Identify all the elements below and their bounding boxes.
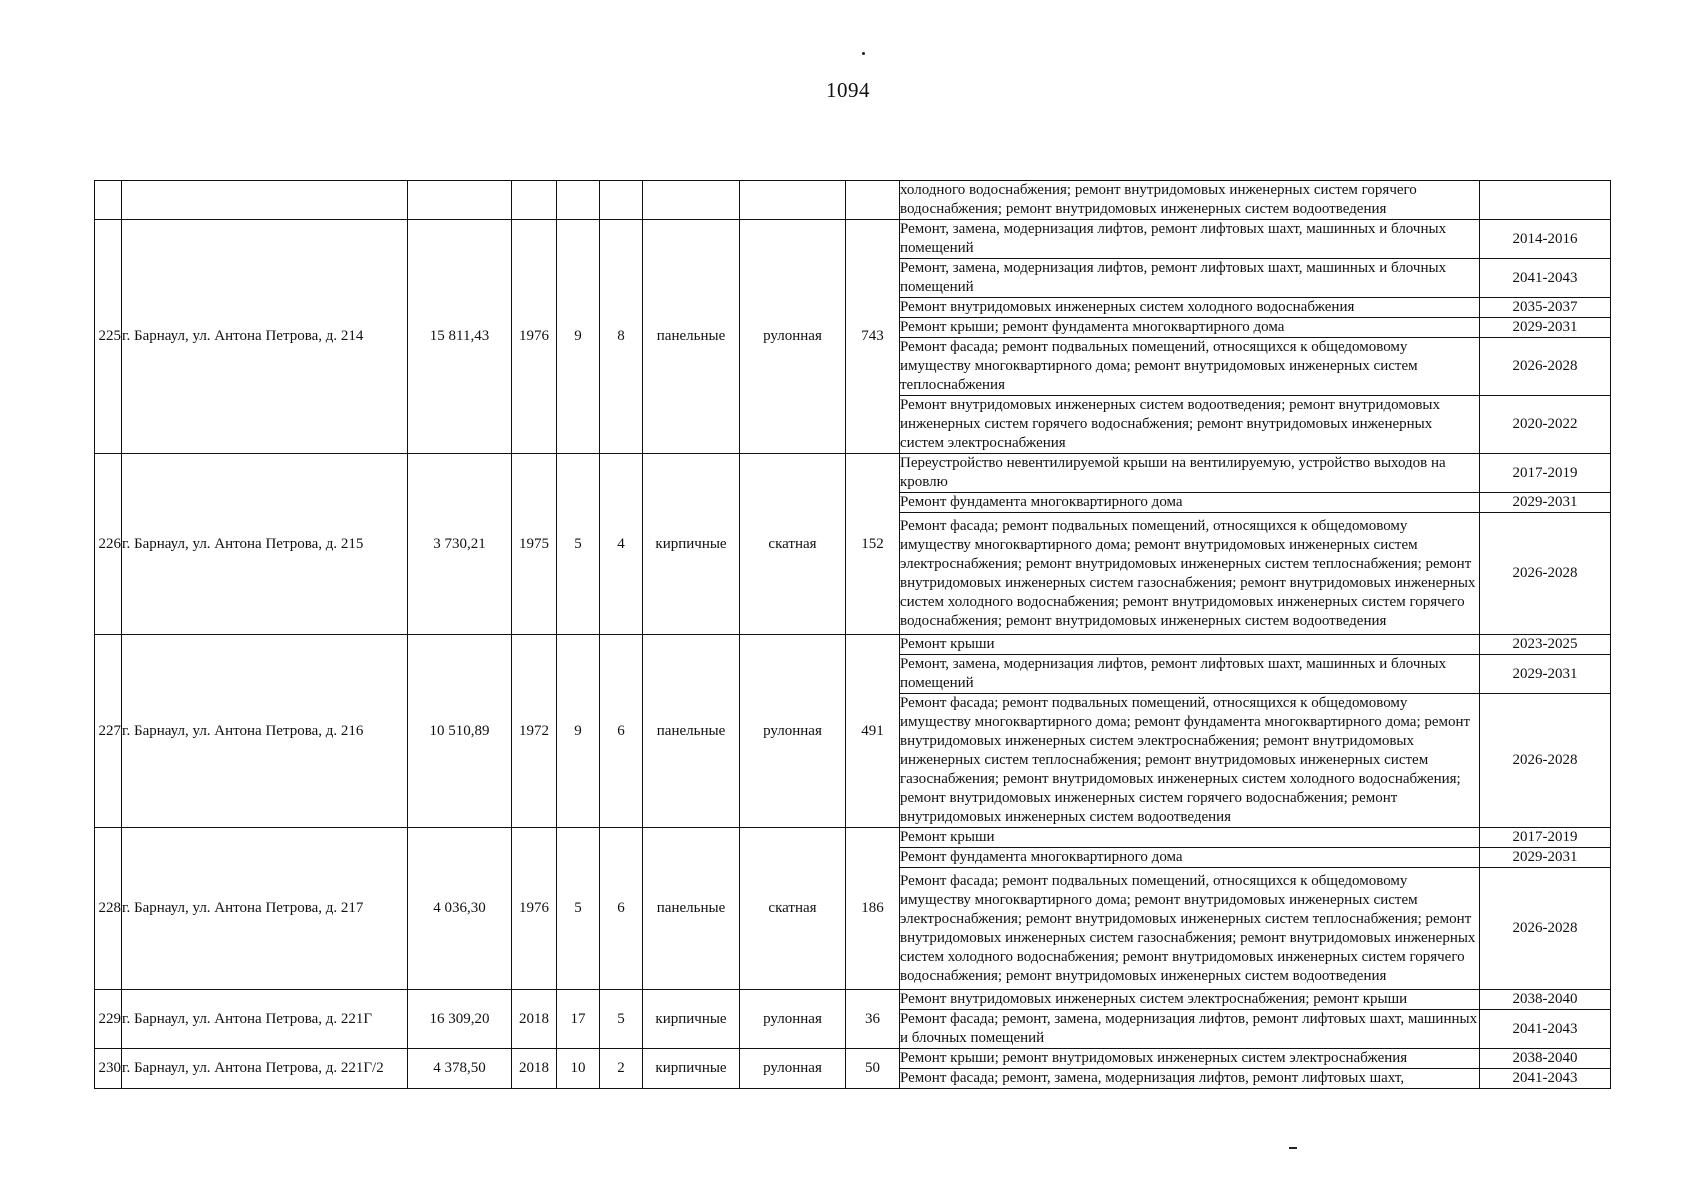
scan-dash-mark: [1289, 1147, 1297, 1149]
build-year: 1975: [512, 454, 557, 635]
floor-count: 17: [557, 990, 600, 1049]
floor-count: 9: [557, 635, 600, 828]
work-period: 2026-2028: [1480, 513, 1611, 635]
build-year: 1976: [512, 220, 557, 454]
cell-empty: [122, 181, 408, 220]
cell-empty: [643, 181, 740, 220]
wall-material: кирпичные: [643, 454, 740, 635]
floor-count: 5: [557, 828, 600, 990]
cell-empty: [846, 181, 900, 220]
work-description: Ремонт крыши; ремонт фундамента многоквартирного дома: [900, 318, 1480, 338]
work-period: 2026-2028: [1480, 338, 1611, 396]
work-period: 2026-2028: [1480, 868, 1611, 990]
table-row: [95, 828, 1611, 848]
building-address: г. Барнаул, ул. Антона Петрова, д. 217: [122, 828, 408, 990]
work-description: Ремонт внутридомовых инженерных систем водоотведения; ремонт внутридомовых инженерных систем горячего водоснабжения; ремонт внутридомовых инженерных систем электроснабжения: [900, 396, 1480, 454]
work-period: 2041-2043: [1480, 1010, 1611, 1049]
cell-empty: [408, 181, 512, 220]
work-description: Ремонт фундамента многоквартирного дома: [900, 848, 1480, 868]
roof-type: рулонная: [740, 635, 846, 828]
entrance-count: 2: [600, 1049, 643, 1089]
entrance-count: 6: [600, 635, 643, 828]
entrance-count: 4: [600, 454, 643, 635]
resident-count: 743: [846, 220, 900, 454]
work-description: Ремонт фасада; ремонт подвальных помещений, относящихся к общедомовому имуществу многоквартирного дома; ремонт внутридомовых инженерных систем теплоснабжения: [900, 338, 1480, 396]
work-period: 2029-2031: [1480, 493, 1611, 513]
work-period: 2029-2031: [1480, 848, 1611, 868]
building-address: г. Барнаул, ул. Антона Петрова, д. 215: [122, 454, 408, 635]
work-period: 2041-2043: [1480, 259, 1611, 298]
wall-material: кирпичные: [643, 990, 740, 1049]
cell-empty: [600, 181, 643, 220]
table-row: [95, 990, 1611, 1010]
floor-count: 10: [557, 1049, 600, 1089]
work-period: 2041-2043: [1480, 1069, 1611, 1089]
work-period: 2014-2016: [1480, 220, 1611, 259]
roof-type: скатная: [740, 828, 846, 990]
building-area: 4 036,30: [408, 828, 512, 990]
resident-count: 50: [846, 1049, 900, 1089]
work-description: Ремонт крыши: [900, 828, 1480, 848]
building-address: г. Барнаул, ул. Антона Петрова, д. 214: [122, 220, 408, 454]
table-body: [95, 181, 1611, 1089]
work-description: Ремонт фасада; ремонт подвальных помещений, относящихся к общедомовому имуществу многоквартирного дома; ремонт внутридомовых инженерных систем электроснабжения; ремонт внутридомовых инженерных систем теплоснабжения; ремонт внутридомовых инженерных систем газоснабжения; ремонт внутридомовых инженерных систем холодного водоснабжения; ремонт внутридомовых инженерных систем горячего водоснабжения; ремонт внутридомовых инженерных систем водоотведения: [900, 513, 1480, 635]
work-period: 2026-2028: [1480, 694, 1611, 828]
building-number: 227: [95, 635, 122, 828]
cell-empty: [512, 181, 557, 220]
work-description: Ремонт фасада; ремонт подвальных помещений, относящихся к общедомовому имуществу многоквартирного дома; ремонт внутридомовых инженерных систем электроснабжения; ремонт внутридомовых инженерных систем теплоснабжения; ремонт внутридомовых инженерных систем газоснабжения; ремонт внутридомовых инженерных систем холодного водоснабжения; ремонт внутридомовых инженерных систем горячего водоснабжения; ремонт внутридомовых инженерных систем водоотведения: [900, 868, 1480, 990]
building-address: г. Барнаул, ул. Антона Петрова, д. 221Г: [122, 990, 408, 1049]
work-description: Ремонт крыши; ремонт внутридомовых инженерных систем электроснабжения: [900, 1049, 1480, 1069]
building-address: г. Барнаул, ул. Антона Петрова, д. 216: [122, 635, 408, 828]
work-description: Переустройство невентилируемой крыши на вентилируемую, устройство выходов на кровлю: [900, 454, 1480, 493]
work-description: Ремонт, замена, модернизация лифтов, ремонт лифтовых шахт, машинных и блочных помещений: [900, 655, 1480, 694]
building-number: 226: [95, 454, 122, 635]
build-year: 1976: [512, 828, 557, 990]
build-year: 2018: [512, 1049, 557, 1089]
cell-empty: [557, 181, 600, 220]
table-row: [95, 454, 1611, 493]
building-number: 229: [95, 990, 122, 1049]
repair-schedule-table: [94, 180, 1611, 1089]
building-number: 230: [95, 1049, 122, 1089]
entrance-count: 8: [600, 220, 643, 454]
floor-count: 9: [557, 220, 600, 454]
work-period: 2023-2025: [1480, 635, 1611, 655]
work-period: [1480, 181, 1611, 220]
table-row: [95, 220, 1611, 259]
roof-type: рулонная: [740, 990, 846, 1049]
work-period: 2017-2019: [1480, 828, 1611, 848]
work-period: 2035-2037: [1480, 298, 1611, 318]
wall-material: панельные: [643, 635, 740, 828]
page-number: 1094: [826, 78, 870, 102]
work-period: 2038-2040: [1480, 990, 1611, 1010]
building-area: 16 309,20: [408, 990, 512, 1049]
building-number: 228: [95, 828, 122, 990]
continuation-row: [95, 181, 1611, 220]
work-description: Ремонт внутридомовых инженерных систем электроснабжения; ремонт крыши: [900, 990, 1480, 1010]
building-area: 3 730,21: [408, 454, 512, 635]
work-description: Ремонт крыши: [900, 635, 1480, 655]
roof-type: скатная: [740, 454, 846, 635]
table-row: [95, 635, 1611, 655]
scan-dot-mark: [862, 52, 865, 55]
wall-material: панельные: [643, 220, 740, 454]
building-area: 15 811,43: [408, 220, 512, 454]
work-period: 2038-2040: [1480, 1049, 1611, 1069]
build-year: 1972: [512, 635, 557, 828]
table-row: [95, 1049, 1611, 1069]
roof-type: рулонная: [740, 1049, 846, 1089]
work-description: Ремонт фундамента многоквартирного дома: [900, 493, 1480, 513]
cell-empty: [95, 181, 122, 220]
resident-count: 491: [846, 635, 900, 828]
building-area: 4 378,50: [408, 1049, 512, 1089]
work-description: Ремонт фасада; ремонт подвальных помещений, относящихся к общедомовому имуществу многоквартирного дома; ремонт фундамента многоквартирного дома; ремонт внутридомовых инженерных систем электроснабжения; ремонт внутридомовых инженерных систем теплоснабжения; ремонт внутридомовых инженерных систем газоснабжения; ремонт внутридомовых инженерных систем холодного водоснабжения; ремонт внутридомовых инженерных систем горячего водоснабжения; ремонт внутридомовых инженерных систем водоотведения: [900, 694, 1480, 828]
building-number: 225: [95, 220, 122, 454]
work-period: 2029-2031: [1480, 318, 1611, 338]
floor-count: 5: [557, 454, 600, 635]
work-period: 2017-2019: [1480, 454, 1611, 493]
work-description: Ремонт внутридомовых инженерных систем холодного водоснабжения: [900, 298, 1480, 318]
entrance-count: 6: [600, 828, 643, 990]
work-description: Ремонт фасада; ремонт, замена, модернизация лифтов, ремонт лифтовых шахт,: [900, 1069, 1480, 1089]
roof-type: рулонная: [740, 220, 846, 454]
work-description: Ремонт, замена, модернизация лифтов, ремонт лифтовых шахт, машинных и блочных помещений: [900, 220, 1480, 259]
work-description: Ремонт фасада; ремонт, замена, модернизация лифтов, ремонт лифтовых шахт, машинных и блочных помещений: [900, 1010, 1480, 1049]
building-address: г. Барнаул, ул. Антона Петрова, д. 221Г/2: [122, 1049, 408, 1089]
entrance-count: 5: [600, 990, 643, 1049]
resident-count: 36: [846, 990, 900, 1049]
cell-empty: [740, 181, 846, 220]
wall-material: кирпичные: [643, 1049, 740, 1089]
resident-count: 186: [846, 828, 900, 990]
building-area: 10 510,89: [408, 635, 512, 828]
work-period: 2029-2031: [1480, 655, 1611, 694]
work-period: 2020-2022: [1480, 396, 1611, 454]
work-description: Ремонт, замена, модернизация лифтов, ремонт лифтовых шахт, машинных и блочных помещений: [900, 259, 1480, 298]
build-year: 2018: [512, 990, 557, 1049]
wall-material: панельные: [643, 828, 740, 990]
work-description: холодного водоснабжения; ремонт внутридомовых инженерных систем горячего водоснабжения; ремонт внутридомовых инженерных систем водоотведения: [900, 181, 1480, 220]
resident-count: 152: [846, 454, 900, 635]
